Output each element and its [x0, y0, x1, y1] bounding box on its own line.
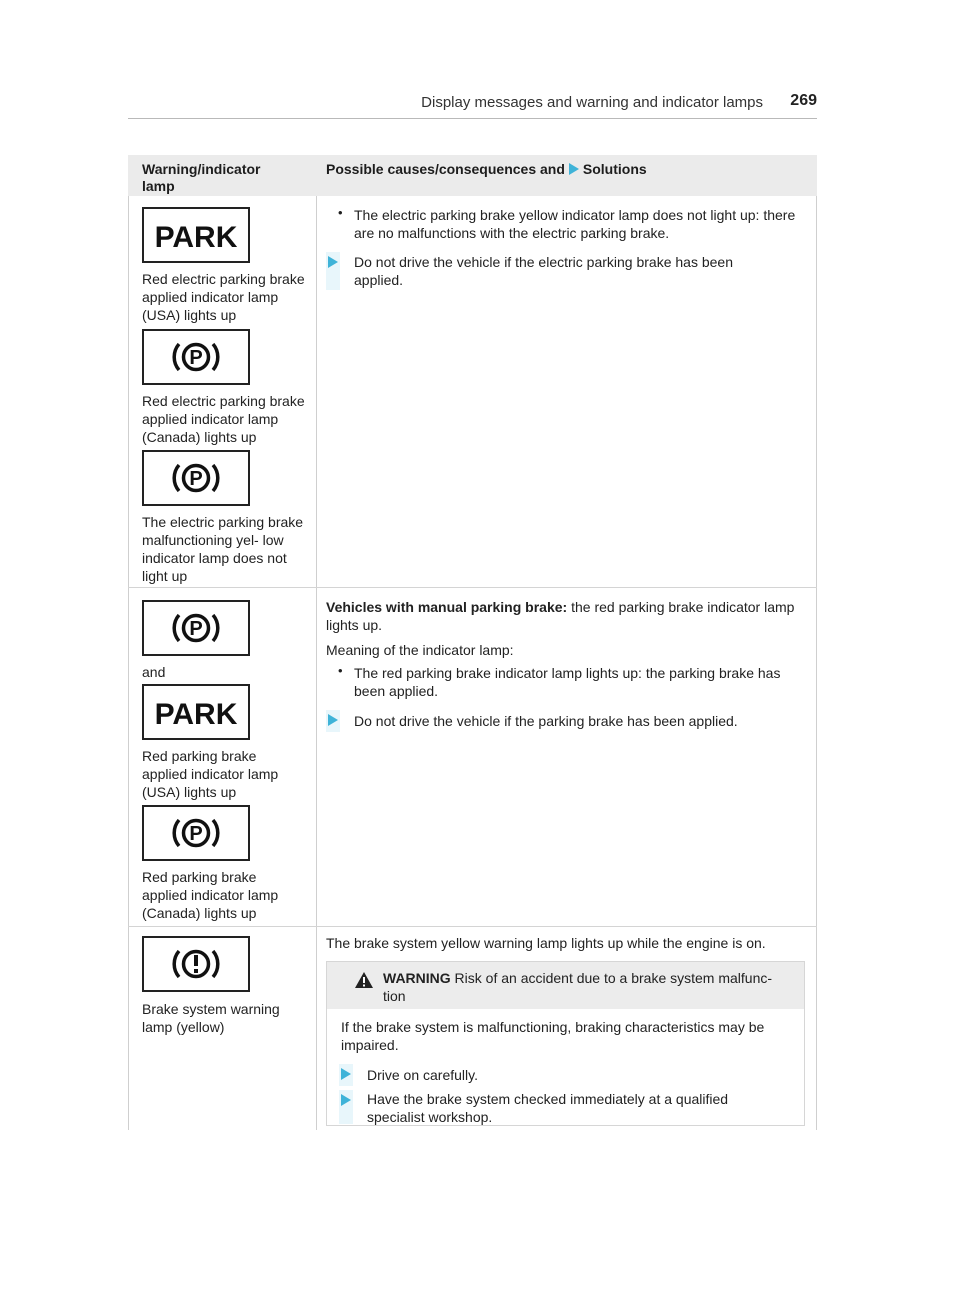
warning-body: If the brake system is malfunctioning, braking characteristics may be impaired.	[341, 1019, 765, 1053]
row3-intro: The brake system yellow warning lamp lights up while the engine is on.	[326, 935, 766, 951]
parking-brake-p-icon	[142, 329, 250, 385]
col2-header	[326, 161, 806, 178]
parking-brake-p-icon	[142, 600, 250, 656]
action-arrow-icon	[341, 1094, 351, 1106]
arrow-icon	[569, 163, 579, 175]
column-divider	[128, 196, 129, 1130]
warning-box	[326, 961, 805, 1126]
svg-text:P: P	[189, 468, 203, 490]
warning-label: WARNING	[383, 970, 451, 986]
page-header-title: Display messages and warning and indicator lamps	[421, 94, 763, 111]
lamp-table	[128, 155, 817, 1130]
lamp-caption: Brake system warning lamp (yellow)	[142, 1001, 280, 1035]
and-text: and	[142, 664, 166, 680]
p-circle-icon	[144, 602, 248, 654]
lamp-caption: Red parking brake applied indicator lamp (USA) lights up	[142, 748, 279, 800]
bullet-icon: •	[338, 205, 343, 220]
bullet-icon: •	[338, 663, 343, 678]
table-header	[128, 155, 817, 196]
row1-action-text: Do not drive the vehicle if the electric parking brake has been applied.	[354, 254, 733, 288]
warning-title	[383, 969, 783, 1005]
p-circle-icon	[144, 452, 248, 504]
warning-action-1: Drive on carefully.	[367, 1067, 479, 1083]
warning-action-2: Have the brake system checked immediately at a qualified specialist workshop.	[367, 1091, 729, 1125]
lamp-caption: Red electric parking brake applied indicator lamp (Canada) lights up	[142, 393, 305, 445]
lamp-caption: The electric parking brake malfunctioning yel- low indicator lamp does not light up	[142, 514, 304, 584]
col2-header-text: Possible causes/consequences and	[326, 161, 565, 177]
p-circle-icon	[144, 807, 248, 859]
park-text-icon	[144, 686, 248, 738]
action-arrow-icon	[341, 1068, 351, 1080]
park-lamp-icon	[142, 684, 250, 740]
col2-header-solutions: Solutions	[582, 161, 647, 177]
column-divider	[316, 196, 317, 1130]
p-circle-icon	[144, 331, 248, 383]
lamp-caption: Red parking brake applied indicator lamp (Canada) lights up	[142, 869, 279, 921]
action-arrow-icon	[328, 714, 338, 726]
row2-bullet-text: The red parking brake indicator lamp lights up: the parking brake has been applied.	[354, 665, 781, 699]
column-divider	[816, 196, 817, 1130]
warning-text: Risk of an accident due to a brake system malfunc- tion	[383, 970, 773, 1004]
brake-warning-lamp-icon	[142, 936, 250, 992]
row2-meaning: Meaning of the indicator lamp:	[326, 642, 514, 658]
row-divider	[128, 926, 817, 927]
parking-brake-p-icon	[142, 450, 250, 506]
exclamation-circle-icon	[144, 938, 248, 990]
row-divider	[128, 587, 817, 588]
lamp-caption: Red electric parking brake applied indicator lamp (USA) lights up	[142, 271, 305, 323]
svg-text:PARK: PARK	[154, 221, 238, 254]
svg-text:P: P	[189, 347, 203, 369]
warning-header	[327, 962, 804, 1009]
action-arrow-icon	[328, 256, 338, 268]
svg-text:P: P	[189, 618, 203, 640]
svg-text:PARK: PARK	[154, 698, 238, 731]
page-number: 269	[790, 92, 817, 109]
warning-triangle-icon	[355, 972, 373, 988]
col1-header: Warning/indicator lamp	[142, 161, 261, 194]
page-header	[128, 88, 817, 119]
row2-action-text: Do not drive the vehicle if the parking brake has been applied.	[354, 713, 738, 729]
row1-bullet-text: The electric parking brake yellow indicator lamp does not light up: there are no malfunctions with the electric parking brake.	[354, 207, 796, 241]
row2-heading-bold: Vehicles with manual parking brake:	[326, 599, 568, 615]
row2-heading-rest: the red parking brake indicator lamp lights up.	[326, 599, 795, 633]
parking-brake-p-icon	[142, 805, 250, 861]
svg-text:P: P	[189, 823, 203, 845]
park-text-icon	[144, 209, 248, 261]
park-lamp-icon	[142, 207, 250, 263]
row2-heading	[326, 598, 806, 634]
